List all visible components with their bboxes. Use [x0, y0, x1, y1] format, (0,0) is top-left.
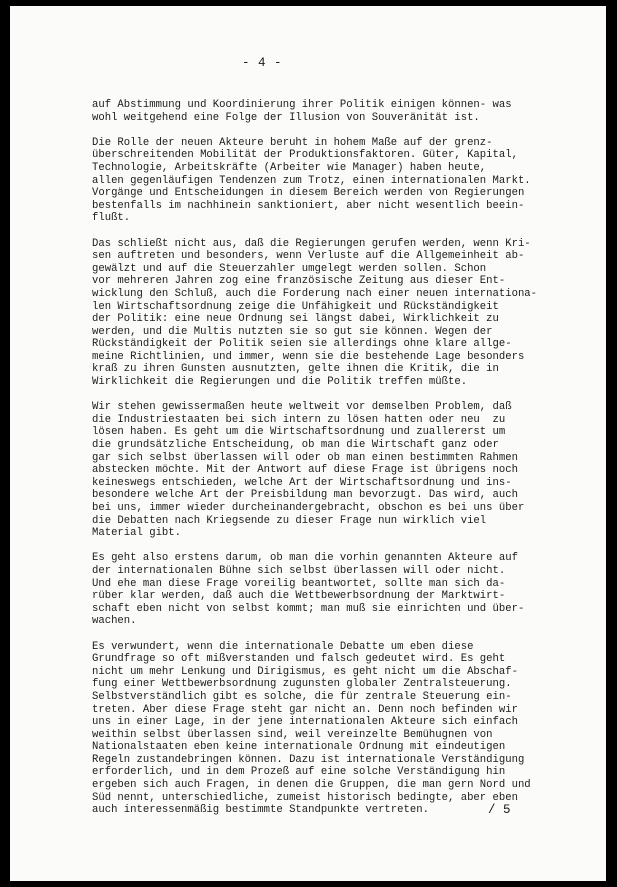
text-line: fung einer Wettbewerbsordnung zugunsten globaler Zentralsteuerung.	[92, 678, 512, 691]
text-line: kraß zu ihren Gunsten ausnutzten, gelte ihnen die Kritik, die in	[92, 363, 499, 376]
text-line: besondere welche Art der Preisbildung man bevorzugt. Das wird, auch	[92, 489, 518, 502]
text-line: Rückständigkeit der Politik seien sie allerdings ohne klare allge-	[92, 338, 512, 351]
paragraph	[92, 137, 582, 225]
paragraph	[92, 641, 582, 817]
text-line: Material gibt.	[92, 527, 182, 540]
text-line: keineswegs entschieden, welche Art der Wirtschaftsordnung und ins-	[92, 476, 512, 489]
text-line: Selbstverständlich gibt es solche, die für zentrale Steuerung ein-	[92, 690, 512, 703]
text-line: die grundsätzliche Entscheidung, ob man die Wirtschaft ganz oder	[92, 439, 499, 452]
text-line: die Industriestaaten bei sich intern zu lösen hatten oder neu zu	[92, 413, 506, 426]
text-line: treten. Aber diese Frage steht gar nicht an. Denn noch befinden wir	[92, 703, 518, 716]
text-line: Es verwundert, wenn die internationale Debatte um eben diese	[92, 640, 474, 653]
text-line: Grundfrage so oft mißverstanden und falsch gedeutet wird. Es geht	[92, 653, 506, 666]
document-page	[10, 6, 606, 881]
paragraph	[92, 238, 582, 389]
text-line: erforderlich, und in dem Prozeß auf eine solche Verständigung hin	[92, 766, 506, 779]
text-line: werden, und die Multis nutzten sie so gut sie können. Wegen der	[92, 325, 493, 338]
text-line: Nationalstaaten eben keine internationale Ordnung mit eindeutigen	[92, 741, 506, 754]
paragraph	[92, 99, 582, 124]
body-text	[92, 99, 582, 829]
text-line: meine Richtlinien, und immer, wenn sie die bestehende Lage besonders	[92, 350, 525, 363]
text-line: wachen.	[92, 615, 137, 628]
text-line: Regeln zustandebringen können. Dazu ist internationale Verständigung	[92, 753, 525, 766]
text-line: weithin selbst überlassen sind, weil vereinzelte Bemühugnen von	[92, 728, 493, 741]
text-line: ergeben sich auch Fragen, in denen die Gruppen, die man gern Nord und	[92, 779, 531, 792]
text-line: vor mehreren Jahren zog eine französische Zeitung aus dieser Ent-	[92, 275, 506, 288]
text-line: überschreitenden Mobilität der Produktionsfaktoren. Güter, Kapital,	[92, 149, 518, 162]
text-line: wohl weitgehend eine Folge der Illusion von Souveränität ist.	[92, 111, 480, 124]
text-line: Es geht also erstens darum, ob man die vorhin genannten Akteure auf	[92, 552, 518, 565]
text-line: bestenfalls im nachhinein sanktioniert, aber nicht wesentlich beein-	[92, 199, 525, 212]
text-line: schaft eben nicht von selbst kommt; man muß sie einrichten und über-	[92, 602, 525, 615]
text-line: bei uns, immer wieder durcheinandergebracht, obschon es bei uns über	[92, 502, 525, 514]
continuation-marker: / 5	[488, 803, 511, 817]
text-line: Vorgänge und Entscheidungen in diesem Bereich werden von Regierungen	[92, 187, 525, 200]
text-line: rüber klar werden, daß auch die Wettbewerbsordnung der Marktwirt-	[92, 590, 506, 603]
text-line: Süd nennt, unterschiedliche, zumeist historisch bedingte, aber eben	[92, 791, 518, 804]
text-line: flußt.	[92, 212, 131, 225]
text-line: Wirklichkeit die Regierungen und die Politik treffen müßte.	[92, 376, 468, 389]
text-line: der Politik: eine neue Ordnung sei längst dabei, Wirklichkeit zu	[92, 313, 499, 326]
paragraph	[92, 552, 582, 628]
text-line: Die Rolle der neuen Akteure beruht in hohem Maße auf der grenz-	[92, 136, 493, 149]
text-line: wicklung den Schluß, auch die Forderung nach einer neuen internationa-	[92, 287, 538, 300]
text-line: nicht um mehr Lenkung und Dirigismus, es geht nicht um die Abschaf-	[92, 665, 518, 678]
text-line: allen gegenläufigen Tendenzen zum Trotz, einen internationalen Markt.	[92, 174, 531, 187]
text-line: die Debatten nach Kriegsende zu dieser Frage nun wirklich viel	[92, 514, 487, 527]
text-line: Technologie, Arbeitskräfte (Arbeiter wie Manager) haben heute,	[92, 161, 487, 174]
text-line: gar sich selbst überlassen will oder ob man einen bestimmten Rahmen	[92, 451, 518, 464]
text-line: Und ehe man diese Frage voreilig beantwortet, sollte man sich da-	[92, 577, 506, 590]
text-line: abstecken möchte. Mit der Antwort auf diese Frage ist übrigens noch	[92, 464, 518, 477]
text-line: uns in einer Lage, in der jene internationalen Akteure sich einfach	[92, 716, 518, 729]
text-line: der internationalen Bühne sich selbst überlassen will oder nicht.	[92, 564, 506, 577]
text-line: gewälzt und auf die Steuerzahler umgelegt werden sollen. Schon	[92, 262, 487, 275]
text-line: sen auftreten und besonders, wenn Verluste auf die Allgemeinheit ab-	[92, 250, 525, 263]
text-line: len Wirtschaftsordnung zeige die Unfähigkeit und Rückständigkeit	[92, 300, 499, 313]
text-line: Das schließt nicht aus, daß die Regierungen gerufen werden, wenn Kri-	[92, 237, 531, 250]
text-line: Wir stehen gewissermaßen heute weltweit vor demselben Problem, daß	[92, 401, 512, 414]
paragraph	[92, 401, 582, 540]
text-line: lösen haben. Es geht um die Wirtschaftsordnung und zuallererst um	[92, 426, 506, 439]
text-line: auch interessenmäßig bestimmte Standpunkte vertreten.	[92, 804, 429, 817]
text-line: auf Abstimmung und Koordinierung ihrer Politik einigen können- was	[92, 99, 512, 111]
page-number: - 4 -	[242, 56, 283, 70]
